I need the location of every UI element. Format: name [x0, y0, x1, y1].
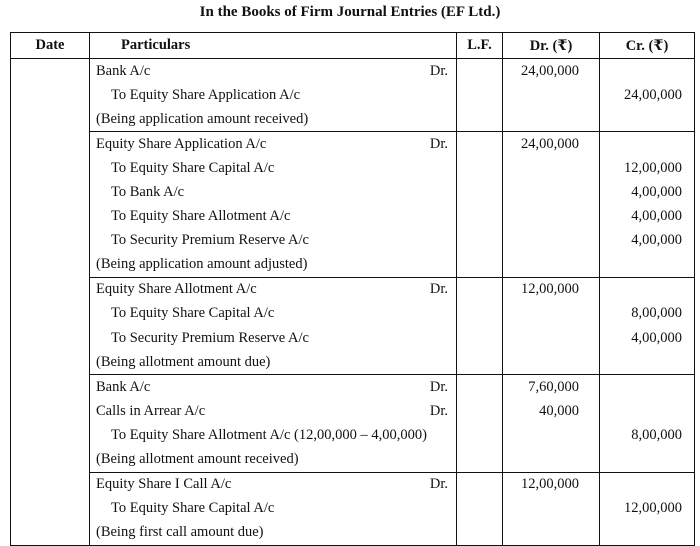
table-row	[11, 375, 695, 400]
lf-cell	[457, 253, 503, 278]
date-cell	[11, 448, 90, 473]
date-cell	[11, 253, 90, 278]
particulars-text: To Security Premium Reserve A/c	[111, 329, 309, 346]
header-debit: Dr. (₹)	[503, 33, 600, 59]
table-row	[11, 229, 695, 253]
particulars-text: To Bank A/c	[111, 184, 185, 201]
credit-amount: 4,00,000	[600, 180, 695, 204]
lf-cell	[457, 205, 503, 229]
header-date: Date	[11, 33, 90, 59]
table-row	[11, 59, 695, 84]
table-row	[11, 132, 695, 157]
dr-mark: Dr.	[429, 62, 448, 79]
debit-amount	[503, 180, 600, 204]
lf-cell	[457, 423, 503, 447]
particulars-cell	[90, 326, 457, 350]
debit-amount	[503, 497, 600, 521]
debit-amount	[503, 253, 600, 278]
particulars-text: (Being application amount adjusted)	[96, 256, 308, 273]
lf-cell	[457, 399, 503, 423]
table-row	[11, 521, 695, 546]
date-cell	[11, 399, 90, 423]
date-cell	[11, 277, 90, 302]
debit-amount: 24,00,000	[503, 132, 600, 157]
lf-cell	[457, 107, 503, 132]
journal-table	[10, 32, 695, 546]
date-cell	[11, 472, 90, 497]
debit-amount: 24,00,000	[503, 59, 600, 84]
credit-amount	[600, 277, 695, 302]
page-title: In the Books of Firm Journal Entries (EF Ltd.)	[199, 4, 501, 20]
particulars-cell	[90, 180, 457, 204]
particulars-text: To Equity Share Capital A/c	[111, 305, 275, 322]
table-row	[11, 277, 695, 302]
lf-cell	[457, 497, 503, 521]
particulars-text: (Being allotment amount due)	[96, 353, 271, 370]
debit-amount	[503, 350, 600, 375]
particulars-text: Calls in Arrear A/c	[96, 402, 206, 419]
narration-cell	[90, 448, 457, 473]
credit-amount	[600, 107, 695, 132]
credit-amount	[600, 399, 695, 423]
lf-cell	[457, 83, 503, 107]
date-cell	[11, 229, 90, 253]
particulars-cell	[90, 423, 457, 447]
lf-cell	[457, 375, 503, 400]
narration-cell	[90, 253, 457, 278]
table-row	[11, 350, 695, 375]
credit-amount: 8,00,000	[600, 302, 695, 326]
date-cell	[11, 83, 90, 107]
lf-cell	[457, 180, 503, 204]
particulars-text: (Being first call amount due)	[96, 524, 264, 541]
particulars-text: Equity Share Allotment A/c	[96, 281, 257, 298]
particulars-text: To Equity Share Capital A/c	[111, 500, 275, 517]
table-header-row	[11, 33, 695, 59]
lf-cell	[457, 302, 503, 326]
particulars-text: To Security Premium Reserve A/c	[111, 232, 309, 249]
date-cell	[11, 326, 90, 350]
date-cell	[11, 156, 90, 180]
debit-amount	[503, 326, 600, 350]
lf-cell	[457, 59, 503, 84]
date-cell	[11, 302, 90, 326]
narration-cell	[90, 350, 457, 375]
particulars-cell	[90, 59, 457, 84]
credit-amount: 12,00,000	[600, 156, 695, 180]
credit-amount	[600, 521, 695, 546]
lf-cell	[457, 132, 503, 157]
debit-amount	[503, 156, 600, 180]
credit-amount	[600, 59, 695, 84]
particulars-cell	[90, 277, 457, 302]
particulars-text: (Being allotment amount received)	[96, 451, 299, 468]
particulars-cell	[90, 375, 457, 400]
credit-amount: 4,00,000	[600, 205, 695, 229]
date-cell	[11, 423, 90, 447]
credit-amount	[600, 375, 695, 400]
debit-amount: 7,60,000	[503, 375, 600, 400]
lf-cell	[457, 326, 503, 350]
particulars-text: To Equity Share Capital A/c	[111, 159, 275, 176]
lf-cell	[457, 277, 503, 302]
date-cell	[11, 132, 90, 157]
particulars-text: To Equity Share Application A/c	[111, 86, 301, 103]
debit-amount: 40,000	[503, 399, 600, 423]
dr-mark: Dr.	[429, 402, 448, 419]
table-row	[11, 497, 695, 521]
narration-cell	[90, 521, 457, 546]
lf-cell	[457, 448, 503, 473]
credit-amount	[600, 132, 695, 157]
header-particulars: Particulars	[90, 33, 457, 59]
particulars-text: Equity Share Application A/c	[96, 135, 267, 152]
table-row	[11, 423, 695, 447]
debit-amount	[503, 448, 600, 473]
particulars-cell	[90, 205, 457, 229]
table-row	[11, 448, 695, 473]
credit-amount: 12,00,000	[600, 497, 695, 521]
lf-cell	[457, 350, 503, 375]
date-cell	[11, 350, 90, 375]
particulars-text: Equity Share I Call A/c	[96, 476, 232, 493]
particulars-cell	[90, 302, 457, 326]
table-row	[11, 205, 695, 229]
date-cell	[11, 180, 90, 204]
particulars-cell	[90, 497, 457, 521]
credit-amount: 8,00,000	[600, 423, 695, 447]
header-lf: L.F.	[457, 33, 503, 59]
particulars-cell	[90, 156, 457, 180]
table-row	[11, 326, 695, 350]
debit-amount	[503, 521, 600, 546]
lf-cell	[457, 521, 503, 546]
lf-cell	[457, 156, 503, 180]
debit-amount	[503, 229, 600, 253]
debit-amount	[503, 107, 600, 132]
journal-body	[11, 59, 695, 546]
debit-amount	[503, 83, 600, 107]
particulars-cell	[90, 472, 457, 497]
dr-mark: Dr.	[429, 135, 448, 152]
table-row	[11, 156, 695, 180]
dr-mark: Dr.	[429, 476, 448, 493]
particulars-cell	[90, 83, 457, 107]
credit-amount	[600, 472, 695, 497]
header-credit: Cr. (₹)	[600, 33, 695, 59]
table-row	[11, 83, 695, 107]
particulars-text: Bank A/c	[96, 62, 151, 79]
credit-amount	[600, 350, 695, 375]
debit-amount	[503, 205, 600, 229]
date-cell	[11, 375, 90, 400]
table-row	[11, 302, 695, 326]
lf-cell	[457, 472, 503, 497]
credit-amount: 24,00,000	[600, 83, 695, 107]
particulars-text: To Equity Share Allotment A/c	[111, 208, 291, 225]
dr-mark: Dr.	[429, 281, 448, 298]
particulars-text: Bank A/c	[96, 378, 151, 395]
date-cell	[11, 107, 90, 132]
particulars-cell	[90, 399, 457, 423]
date-cell	[11, 497, 90, 521]
credit-amount	[600, 448, 695, 473]
credit-amount: 4,00,000	[600, 326, 695, 350]
particulars-text: (Being application amount received)	[96, 110, 309, 127]
dr-mark: Dr.	[429, 378, 448, 395]
table-row	[11, 107, 695, 132]
particulars-text: To Equity Share Allotment A/c (12,00,000 – 4,00,000)	[111, 426, 427, 443]
particulars-cell	[90, 132, 457, 157]
date-cell	[11, 521, 90, 546]
credit-amount: 4,00,000	[600, 229, 695, 253]
table-row	[11, 253, 695, 278]
debit-amount: 12,00,000	[503, 472, 600, 497]
date-cell	[11, 59, 90, 84]
credit-amount	[600, 253, 695, 278]
table-row	[11, 180, 695, 204]
date-cell	[11, 205, 90, 229]
debit-amount	[503, 302, 600, 326]
lf-cell	[457, 229, 503, 253]
table-row	[11, 399, 695, 423]
debit-amount	[503, 423, 600, 447]
narration-cell	[90, 107, 457, 132]
debit-amount: 12,00,000	[503, 277, 600, 302]
table-row	[11, 472, 695, 497]
particulars-cell	[90, 229, 457, 253]
